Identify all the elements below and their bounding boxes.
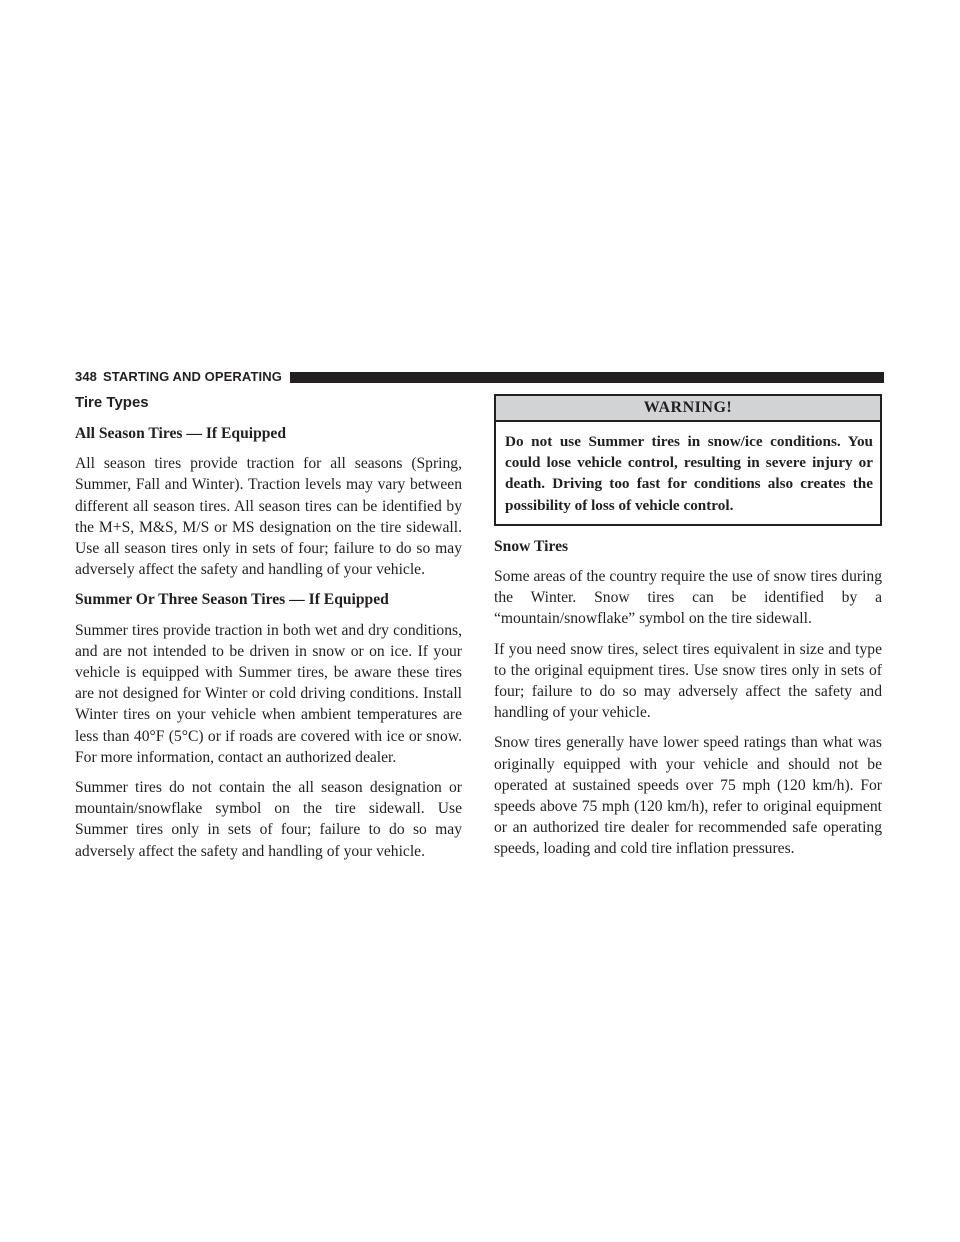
right-column <box>494 388 882 860</box>
snow-heading: Snow Tires <box>494 537 569 555</box>
summer-heading: Summer Or Three Season Tires — If Equipped <box>75 591 389 609</box>
page-number: 348 <box>75 369 97 384</box>
all-season-paragraph: All season tires provide traction for all seasons (Spring, Summer, Fall and Winter). Traction levels may vary between different all season tires. All season tires can be identified by the M+S, M&S, M/S or MS designation on the tire sidewall. Use all season tires only in sets of four; failure to do so may adversely affect the safety and handling of your vehicle. <box>75 455 462 579</box>
warning-text: Do not use Summer tires in snow/ice conditions. You could lose vehicle control, resulting in severe injury or death. Driving too fast for conditions also creates the possibility of loss of vehicle control. <box>505 433 873 514</box>
warning-box <box>494 394 882 526</box>
snow-paragraph-1: Some areas of the country require the use of snow tires during the Winter. Snow tires can be identified by a “mountain/snowflake” symbol on the tire sidewall. <box>494 568 882 628</box>
section-name: STARTING AND OPERATING <box>103 369 282 384</box>
section-title: Tire Types <box>75 394 149 411</box>
warning-title: WARNING! <box>496 396 880 422</box>
summer-paragraph-1: Summer tires provide traction in both wet and dry conditions, and are not intended to be driven in snow or on ice. If your vehicle is equipped with Summer tires, be aware these tires are not designed for Winter or cold driving conditions. Install Winter tires on your vehicle when ambient temperatures are less than 40°F (5°C) or if roads are covered with ice or snow. For more information, contact an authorized dealer. <box>75 621 462 766</box>
snow-paragraph-2: Snow tires generally have lower speed ratings than what was originally equipped with your vehicle and should not be operated at sustained speeds over 75 mph (120 km/h). For speeds above 75 mph (120 km/h), refer to original equipment or an authorized tire dealer for recommended safe operating speeds, loading and cold tire inflation pressures. <box>494 734 882 858</box>
snow-indented-paragraph: If you need snow tires, select tires equivalent in size and type to the original equipment tires. Use snow tires only in sets of four; failure to do so may adversely affect the safety and handling of your vehicle. <box>494 640 882 722</box>
left-column <box>75 388 462 862</box>
summer-paragraph-2: Summer tires do not contain the all season designation or mountain/snowflake symbol on the tire sidewall. Use Summer tires only in sets of four; failure to do so may adversely affect the safety and handling of your vehicle. <box>75 779 462 860</box>
page-header <box>75 370 884 384</box>
header-rule <box>290 372 884 383</box>
all-season-heading: All Season Tires — If Equipped <box>75 425 287 442</box>
